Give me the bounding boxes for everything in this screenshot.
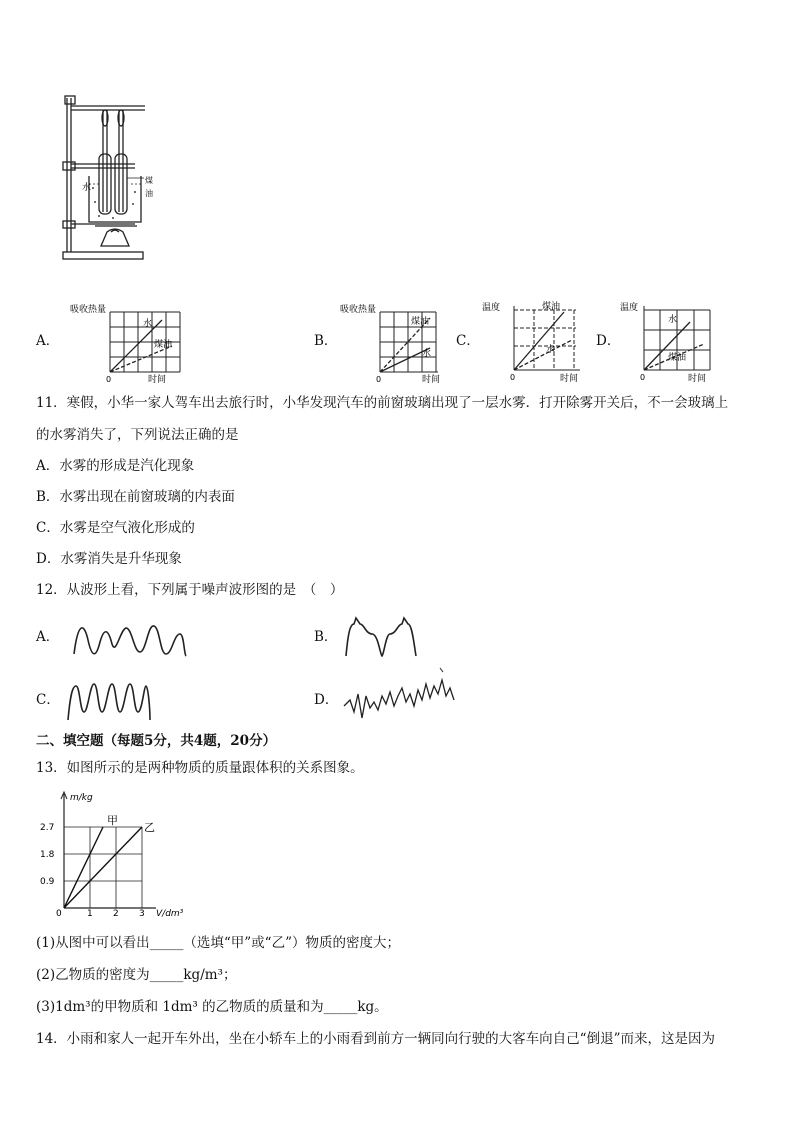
q11-stem-line2: 的水雾消失了，下列说法正确的是 — [36, 427, 239, 443]
q10-c-top-line-label: 煤油 — [542, 302, 561, 312]
q10-c-bottom-line-label: 水 — [546, 345, 556, 355]
x-tick-label: 2 — [113, 909, 119, 919]
q12-stem: 12．从波形上看，下列属于噪声波形图的是 （ ） — [36, 582, 344, 598]
q12-waveform-b — [342, 614, 422, 660]
q12-waveform-a — [70, 618, 190, 658]
y-tick-label: 2.7 — [40, 823, 55, 833]
q10-b-origin: 0 — [376, 375, 382, 384]
q10-a-bottom-line-label: 煤油 — [154, 340, 173, 350]
series-line-1 — [64, 827, 103, 908]
q10-c-origin: 0 — [510, 373, 516, 382]
q10-d-ylabel: 温度 — [620, 303, 639, 313]
q10-b-bottom-line-label: 水 — [422, 349, 432, 359]
kerosene-label-2: 油 — [145, 189, 153, 198]
q10-option-d-letter: D． — [596, 333, 621, 349]
q13-sub3: (3)1dm³的甲物质和 1dm³ 的乙物质的质量和为_____kg。 — [36, 999, 388, 1015]
y-axis-label: m/kg — [70, 793, 93, 803]
q10-c-ylabel: 温度 — [482, 303, 501, 313]
x-axis-label: V/dm³ — [156, 909, 184, 919]
y-tick-label: 0.9 — [40, 877, 55, 887]
q10-a-xlabel: 时间 — [148, 375, 167, 384]
q10-c-xlabel: 时间 — [560, 374, 579, 384]
q10-a-top-line-label: 水 — [143, 319, 153, 329]
q10-a-ylabel: 吸收热量 — [70, 305, 107, 315]
q12-waveform-c — [64, 678, 154, 724]
x-tick-label: 0 — [56, 909, 62, 919]
q10-d-top-line-label: 水 — [668, 315, 678, 325]
q14-stem: 14．小雨和家人一起开车外出，坐在小轿车上的小雨看到前方一辆同向行驶的大客车向自己“倒退”而来，这是因为 — [36, 1031, 715, 1047]
q12-option-d-letter: D． — [314, 692, 339, 708]
q10-a-origin: 0 — [106, 375, 112, 384]
q11-option-d: D．水雾消失是升华现象 — [36, 551, 182, 567]
q10-b-ylabel: 吸收热量 — [340, 305, 377, 315]
q13-sub1: (1)从图中可以看出_____（选填“甲”或“乙”）物质的密度大； — [36, 935, 400, 951]
q10-d-bottom-line-label: 煤油 — [668, 353, 687, 363]
q10-option-b-letter: B． — [314, 333, 338, 349]
q12-option-a-letter: A． — [36, 629, 60, 645]
kerosene-label-1: 煤 — [145, 176, 153, 185]
q11-option-b: B．水雾出现在前窗玻璃的内表面 — [36, 489, 235, 505]
mass-volume-chart — [36, 786, 206, 922]
q12-waveform-d — [342, 666, 460, 726]
y-tick-label: 1.8 — [40, 850, 55, 860]
section2-heading: 二、填空题（每题5分，共4题，20分） — [36, 733, 277, 749]
q10-option-d-graph — [620, 298, 730, 384]
series-label-1: 甲 — [107, 814, 118, 827]
heating-apparatus-figure — [55, 92, 155, 262]
q11-option-c: C．水雾是空气液化形成的 — [36, 520, 195, 536]
q10-b-top-line-label: 煤油 — [411, 317, 430, 327]
q10-option-c-graph — [480, 298, 590, 384]
q13-stem: 13．如图所示的是两种物质的质量跟体积的关系图象。 — [36, 760, 364, 776]
series-label-2: 乙 — [144, 821, 155, 834]
x-tick-label: 1 — [87, 909, 93, 919]
x-tick-label: 3 — [139, 909, 145, 919]
q10-option-b-graph — [338, 302, 458, 384]
q11-stem-line1: 11．寒假，小华一家人驾车出去旅行时，小华发现汽车的前窗玻璃出现了一层水雾．打开除雾开关后，不一会玻璃上 — [36, 395, 729, 411]
q10-d-xlabel: 时间 — [688, 374, 707, 384]
q10-option-a-letter: A． — [36, 333, 60, 349]
q10-option-a-graph — [68, 302, 188, 384]
q12-option-b-letter: B． — [314, 629, 338, 645]
water-label: 水 — [82, 183, 92, 193]
q10-d-origin: 0 — [640, 373, 646, 382]
q10-option-c-letter: C． — [456, 333, 480, 349]
q11-option-a: A．水雾的形成是汽化现象 — [36, 458, 195, 474]
q13-sub2: (2)乙物质的密度为_____kg/m³； — [36, 967, 237, 983]
series-line-2 — [64, 827, 142, 908]
q10-b-xlabel: 时间 — [422, 375, 441, 384]
q12-option-c-letter: C． — [36, 692, 60, 708]
